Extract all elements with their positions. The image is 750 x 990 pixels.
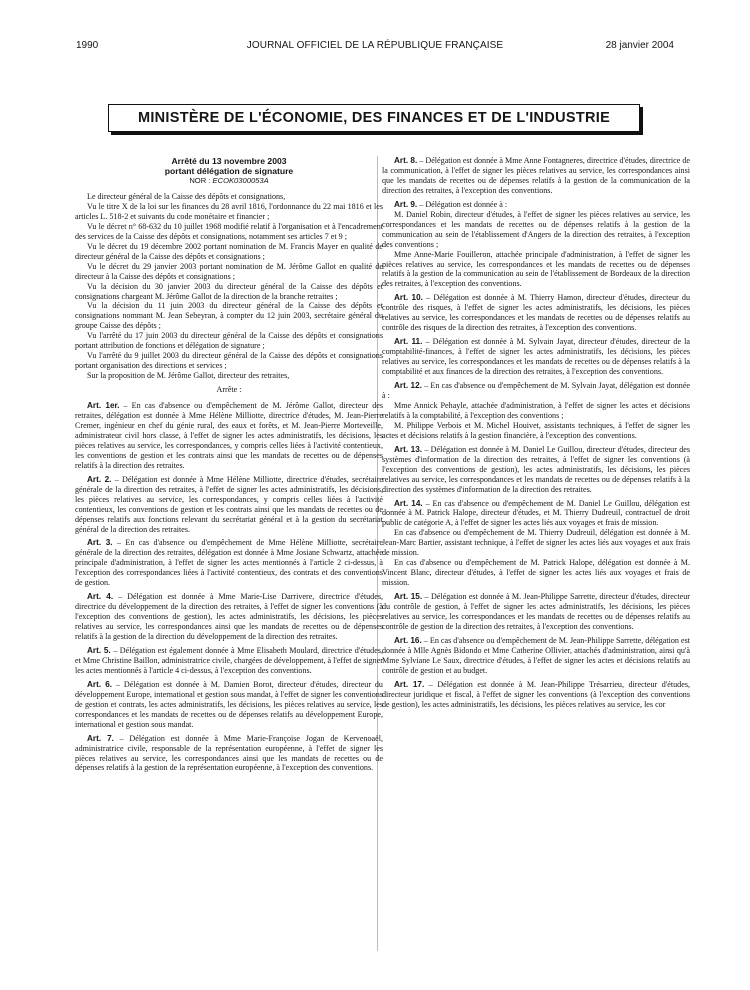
- preamble-paragraph: Vu le décret du 29 janvier 2003 portant nomination de M. Jérôme Gallot en qualité de directeur à la Caisse des dépôts et consignations ;: [75, 261, 383, 281]
- decree-title-line1: Arrêté du 13 novembre 2003: [171, 156, 287, 166]
- article-dash: –: [113, 733, 130, 743]
- article-subparagraph: En cas d'absence ou d'empêchement de M. Thierry Dudreuil, délégation est donnée à M. Jean-Marc Bartier, assistant technique, à l'effet de signer les actes liés aux voyages et aux frais de mission.: [382, 528, 690, 558]
- ministry-title: MINISTÈRE DE L'ÉCONOMIE, DES FINANCES ET DE L'INDUSTRIE: [137, 110, 611, 126]
- article-number: Art. 13.: [394, 444, 423, 454]
- article-dash: –: [422, 444, 431, 454]
- article-dash: –: [110, 645, 120, 655]
- article-text: Délégation est donnée à Mme Anne Fontagneres, directrice d'études, directrice de la communication, à l'effet de signer les pièces relatives au service, les correspondances ainsi que les mandats de recettes ou de dépenses relatifs à la gestion de la communication de la direction des retraites, à l'exception des conventions.: [382, 156, 690, 195]
- page-number: 1990: [76, 40, 99, 51]
- preamble-paragraph: Le directeur général de la Caisse des dépôts et consignations,: [87, 192, 286, 201]
- article-number: Art. 9.: [394, 199, 418, 209]
- article-text: Délégation est également donnée à Mme Elisabeth Moulard, directrice d'études, et Mme Christine Baillon, administratrice civile, chargées de développement, à l'effet de signer les actes mentionnés à l'article 4 ci-dessus, à l'exception des conventions.: [75, 645, 383, 675]
- preamble-paragraph: Vu l'arrêté du 9 juillet 2003 du directeur général de la Caisse des dépôts et consignations portant organisation des directions et services ;: [75, 351, 383, 371]
- preamble: [75, 192, 383, 381]
- article-number: Art. 11.: [394, 337, 423, 347]
- article-subparagraph: Mme Annick Pehayle, attachée d'administration, à l'effet de signer les actes et décisions relatifs à la comptabilité, à l'exception des conventions ;: [382, 400, 690, 420]
- article-number: Art. 12.: [394, 381, 422, 391]
- article-text: En cas d'absence ou d'empêchement de M. Daniel Le Guillou, délégation est donnée à M. Patrick Halope, directeur d'études, et M. Thierry Dudreuil, contractuel de droit public de catégorie A, à l'effet de signer les actes liés aux voyages et frais de mission.: [382, 498, 690, 528]
- article-paragraph: [382, 592, 690, 632]
- article-paragraph: [382, 636, 690, 676]
- article-subparagraph: Mme Anne-Marie Fouilleron, attachée principale d'administration, à l'effet de signer les pièces relatives au service, les correspondances et les mandats de recettes ou de dépenses relatifs à la gestion de la communication au sein de l'établissement de Bordeaux de la direction des retraites, à l'exception des conventions.: [382, 249, 690, 289]
- article-number: Art. 4.: [87, 592, 114, 602]
- article-paragraph: [75, 475, 383, 535]
- right-column: [382, 156, 690, 710]
- article-paragraph: [382, 200, 690, 210]
- article-text: En cas d'absence ou d'empêchement de M. Jean-Philippe Sarrette, délégation est donnée à Mlle Agnès Bidondo et Mme Catherine Ollivier, attachés d'administration, ainsi qu'à Mme Sylviane Le Saux, directrice d'études, à l'effet de signer les actes et décisions relatifs au contrôle de gestion et au budget.: [382, 635, 691, 675]
- article-number: Art. 1er.: [87, 401, 120, 411]
- article-dash: –: [111, 474, 123, 484]
- article-text: Délégation est donnée à Mme Marie-Lise Darrivere, directrice d'études, directrice du développement de la direction des retraites, à l'effet de signer les conventions (à l'exception des conventions de gestion), les actes administratifs, les décisions, les pièces relatives au service, les correspondances ainsi que les mandats de recettes ou de dépenses relatifs à la gestion de la direction du développement de la direction des retraites.: [75, 592, 383, 642]
- article-paragraph: [382, 156, 690, 196]
- article-number: Art. 7.: [87, 733, 114, 743]
- article-paragraph: [382, 381, 690, 401]
- article-number: Art. 15.: [394, 592, 423, 602]
- preamble-paragraph: Vu la décision du 30 janvier 2003 du directeur général de la Caisse des dépôts et consignations chargeant M. Jérôme Gallot de la direction de la branche retraites ;: [75, 281, 383, 301]
- article-dash: –: [417, 199, 426, 209]
- nor-reference: [75, 176, 383, 186]
- article-text: Délégation est donnée à M. Jean-Philippe Trésarrieu, directeur d'études, directeur juridique et fiscal, à l'effet de signer les conventions (à l'exception des conventions de gestion), les actes administratifs, les décisions, les pièces relatives au service, les cor: [382, 679, 690, 709]
- article-number: Art. 3.: [87, 538, 113, 548]
- article-number: Art. 8.: [394, 156, 418, 165]
- article-number: Art. 17.: [394, 679, 425, 689]
- article-text: En cas d'absence ou d'empêchement de M. Sylvain Jayat, délégation est donnée à :: [382, 381, 691, 400]
- journal-title: JOURNAL OFFICIEL DE LA RÉPUBLIQUE FRANÇAISE: [246, 40, 504, 51]
- article-dash: –: [112, 679, 124, 689]
- nor-label: NOR :: [189, 176, 213, 185]
- article-dash: –: [113, 592, 128, 602]
- article-dash: –: [417, 156, 426, 165]
- preamble-paragraph: Vu le titre X de la loi sur les finances du 28 avril 1816, l'ordonnance du 22 mai 1816 et les articles L. 518-2 et suivants du code monétaire et financier ;: [75, 201, 383, 221]
- article-text: Délégation est donnée à M. Sylvain Jayat, directeur d'études, directeur de la comptabilité-finances, à l'effet de signer les actes administratifs, les décisions, les pièces relatives au service, les correspondances et les mandats de recettes ou de dépenses relatifs à la comptabilité et aux finances de la direction des retraites, à l'exception des conventions.: [382, 337, 690, 377]
- article-number: Art. 14.: [394, 498, 423, 508]
- article-paragraph: [382, 499, 690, 529]
- article-dash: –: [421, 635, 430, 645]
- article-dash: –: [112, 538, 126, 548]
- preamble-paragraph: Vu l'arrêté du 17 juin 2003 du directeur général de la Caisse des dépôts et consignations portant attribution de fonctions et délégation de signature ;: [75, 331, 383, 351]
- article-subparagraph: M. Daniel Robin, directeur d'études, à l'effet de signer les pièces relatives au service, les correspondances et les mandats de recettes ou de dépenses relatifs à la gestion de la communication au sein de l'établissement d'Angers de la direction des retraites, à l'exception des conventions ;: [382, 209, 690, 249]
- article-dash: –: [119, 401, 132, 411]
- article-paragraph: [382, 680, 690, 710]
- article-number: Art. 2.: [87, 474, 112, 484]
- article-paragraph: [382, 293, 690, 333]
- article-subparagraph: En cas d'absence ou d'empêchement de M. Patrick Halope, délégation est donnée à M. Vincent Blanc, directeur d'études, à l'effet de signer les actes liés aux voyages et frais de mission.: [382, 558, 690, 588]
- issue-date: 28 janvier 2004: [605, 40, 674, 51]
- ministry-banner: [108, 104, 640, 132]
- article-dash: –: [422, 498, 433, 508]
- article-number: Art. 16.: [394, 635, 422, 645]
- decree-title-line2: portant délégation de signature: [164, 166, 294, 176]
- preamble-paragraph: Sur la proposition de M. Jérôme Gallot, directeur des retraites,: [87, 371, 290, 381]
- page-header: [0, 40, 750, 54]
- article-paragraph: [382, 445, 690, 495]
- article-dash: –: [424, 679, 438, 689]
- article-dash: –: [422, 337, 433, 347]
- article-paragraph: [75, 538, 383, 588]
- article-text: En cas d'absence ou d'empêchement de M. Jérôme Gallot, directeur des retraites, délégation est donnée à Mme Hélène Milliotte, directrice d'études, M. Jean-Pierre Cremer, ingénieur en chef du génie rural, des eaux et forêts, et M. Jean-Pierre Morteveille, administrateur civil hors classe, à l'effet de signer les actes administratifs, les décisions, les pièces relatives au service, les correspondances, y compris celles liées à l'activité contentieux, les conventions de gestion et les contrats ainsi que les mandats de recettes ou de dépenses relatifs à la direction des retraites.: [75, 401, 384, 470]
- article-paragraph: [75, 680, 383, 730]
- article-text: Délégation est donnée à Mme Marie-Françoise Jogan de Kervenoaël, administratrice civile, responsable de la représentation européenne, à l'effet de signer les pièces relatives au service, les correspondances ainsi que les mandats de recettes ou de dépenses relatifs à la gestion de la représentation européenne, à l'exception des conventions.: [75, 733, 383, 773]
- arrete-label: Arrête :: [216, 385, 242, 395]
- article-dash: –: [422, 592, 431, 602]
- article-paragraph: [75, 734, 383, 774]
- preamble-paragraph: Vu le décret du 19 décembre 2002 portant nomination de M. Francis Mayer en qualité de directeur général de la Caisse des dépôts et consignations ;: [75, 241, 383, 261]
- article-paragraph: [75, 592, 383, 642]
- article-paragraph: [75, 401, 383, 471]
- article-number: Art. 10.: [394, 293, 423, 303]
- article-text: Délégation est donnée à M. Daniel Le Guillou, directeur d'études, directeur des systèmes d'information de la direction des retraites, à l'effet de signer les conventions (à l'exception des conventions de gestion), les actes administratifs, les décisions, les pièces relatives au service, les correspondances et les mandats de recettes ou de dépenses relatifs à la direction des systèmes d'information de la direction des retraites.: [382, 444, 690, 494]
- nor-code: ECOK0300053A: [212, 176, 269, 185]
- decree-title: [75, 156, 383, 176]
- article-number: Art. 6.: [87, 679, 113, 689]
- article-text: En cas d'absence ou d'empêchement de Mme Hélène Milliotte, secrétaire générale de la direction des retraites, délégation est donnée à Mme Josiane Schwartz, attachée principale d'administration, à l'effet de signer les actes mentionnés à l'article 2 ci-dessus, à l'exception des correspondances liées à l'activité contentieux, des contrats et des conventions de gestion.: [75, 538, 383, 588]
- article-dash: –: [422, 293, 434, 303]
- article-number: Art. 5.: [87, 645, 111, 655]
- right-articles: [382, 156, 690, 710]
- article-text: Délégation est donnée à M. Jean-Philippe Sarrette, directeur d'études, directeur du contrôle de gestion, à l'effet de signer les actes administratifs, les décisions, les pièces relatives au service, les correspondances et les mandats de recettes ou de dépenses relatifs au contrôle de gestion de la direction des retraites, à l'exception des conventions.: [382, 592, 691, 631]
- article-dash: –: [421, 381, 431, 391]
- article-paragraph: [382, 337, 690, 377]
- preamble-paragraph: Vu la décision du 11 juin 2003 du directeur général de la Caisse des dépôts et consignations nommant M. Jean Sebeyran, à compter du 12 juin 2003, secrétaire général du groupe Caisse des dépôts ;: [75, 301, 383, 331]
- article-paragraph: [75, 646, 383, 676]
- left-column: [75, 156, 383, 773]
- article-subparagraph: M. Philippe Verbois et M. Michel Houivet, assistants techniques, à l'effet de signer les actes et décisions relatifs à la gestion financière, à l'exception des conventions.: [382, 420, 690, 440]
- preamble-paragraph: Vu le décret n° 68-632 du 10 juillet 1968 modifié relatif à l'organisation et à l'encadrement des services de la Caisse des dépôts et consignations, notamment ses articles 7 et 9 ;: [75, 221, 383, 241]
- article-text: Délégation est donnée à Mme Hélène Milliotte, directrice d'études, secrétaire générale de la direction des retraites, à l'effet de signer les actes administratifs, les décisions, les pièces relatives au service, les correspondances, y compris celles liées à l'activité contentieux, les conventions de gestion et les contrats ainsi que les mandats de recettes ou de dépenses relatifs aux fonctions relevant du secrétariat général et à la gestion du secrétariat général de la direction des retraites.: [75, 474, 383, 534]
- article-text: Délégation est donnée à M. Damien Borot, directeur d'études, directeur du développement Europe, international et gestion sous mandat, à l'effet de signer les conventions de gestion et contrats, les actes administratifs, les décisions, les pièces relatives au service, les correspondances et les mandats de recettes ou de dépenses relatifs au développement Europe, international et gestion sous mandat.: [75, 679, 383, 729]
- left-articles: [75, 401, 383, 773]
- article-text: Délégation est donnée à M. Thierry Hamon, directeur d'études, directeur du contrôle des risques, à l'effet de signer les actes administratifs, les décisions, les pièces relatives au service, les correspondances et les mandats de recettes ou de dépenses relatifs au contrôle des risques de la direction des retraites, à l'exception des conventions.: [382, 293, 690, 333]
- article-text: Délégation est donnée à :: [425, 199, 508, 209]
